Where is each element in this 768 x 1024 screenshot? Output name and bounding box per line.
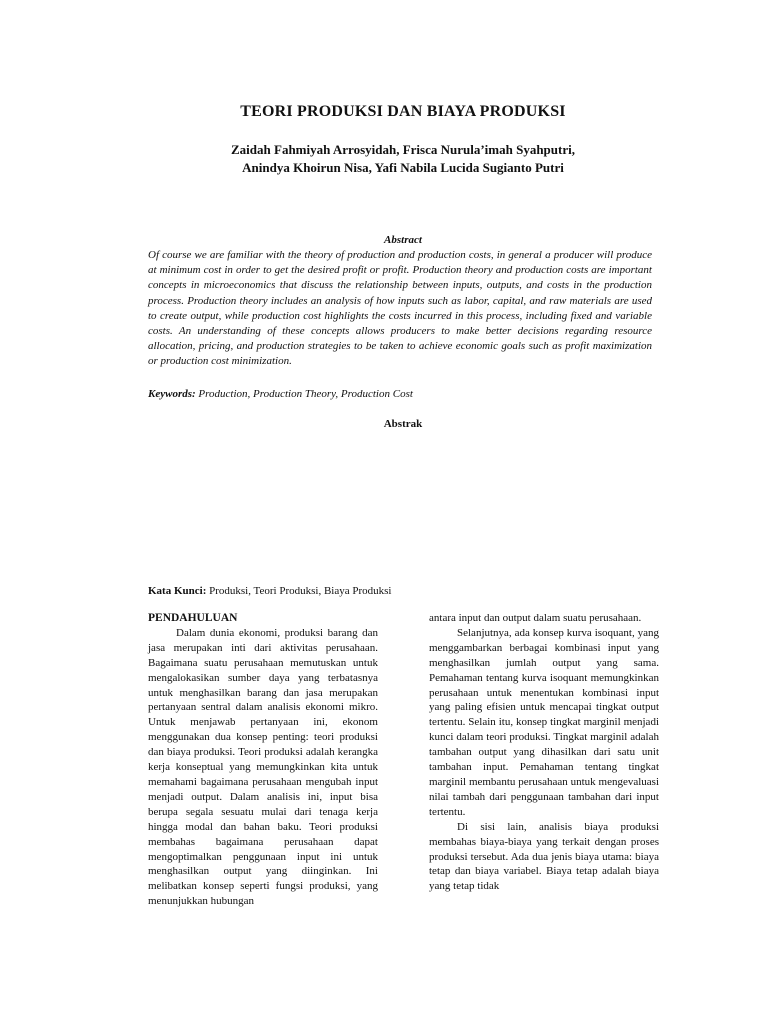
paragraph: Selanjutnya, ada konsep kurva isoquant, yang menggambarkan berbagai kombinasi input yang menghasilkan jumlah output yang sama. Pemahaman tentang kurva isoquant memungkinkan perusahaan untuk menentukan kombinasi input yang paling efisien untuk mencapai tingkat output tertentu. Selain itu, konsep tingkat marginil menjadi kunci dalam teori produksi. Tingkat marginil adalah tambahan output yang dihasilkan dari satu unit tambahan input. Pemahaman tentang tingkat marginil membantu perusahaan untuk mengevaluasi nilai tambah dari penggunaan tambahan dari input tertentu. (429, 626, 659, 818)
paper-title: TEORI PRODUKSI DAN BIAYA PRODUKSI (240, 103, 566, 120)
authors-line-1: Zaidah Fahmiyah Arrosyidah, Frisca Nurula’imah Syahputri, (231, 142, 575, 157)
abstract-heading: Abstract (384, 234, 422, 246)
kata-kunci-text: Produksi, Teori Produksi, Biaya Produksi (209, 585, 392, 597)
abstract-text: Of course we are familiar with the theory of production and production costs, in general a producer will produce at minimum cost in order to get the desired profit or profit. Production theory and production costs are important concepts in microeconomics that discuss the relationship between inputs, outputs, and costs in the production process. Production theory includes an analysis of how inputs such as labor, capital, and raw materials are used to create output, while production cost highlights the costs incurred in this process, including fixed and variable costs. An understanding of these concepts allows producers to make better decisions regarding resource allocation, pricing, and production strategies to be taken to achieve economic goals such as profit maximization or production cost minimization. (148, 249, 652, 368)
keywords-text: Production, Production Theory, Production Cost (198, 388, 413, 400)
paragraph: Dalam dunia ekonomi, produksi barang dan jasa merupakan inti dari aktivitas perusahaan. Bagaimana suatu perusahaan memutuskan untuk mengalokasikan sumber daya yang terbatasnya untuk menghasilkan barang dan jasa merupakan pertanyaan sentral dalam analisis ekonomi mikro. Untuk menjawab pertanyaan ini, ekonom menggunakan dua konsep penting: teori produksi dan biaya produksi. Teori produksi adalah kerangka kerja konseptual yang memungkinkan kita untuk memahami bagaimana perusahaan mengubah input menjadi output. Dalam analisis ini, input bisa berupa segala sesuatu mulai dari tenaga kerja hingga modal dan bahan baku. Teori produksi membahas bagaimana perusahaan dapat mengoptimalkan penggunaan input ini untuk menghasilkan output yang diinginkan. Ini melibatkan konsep seperti fungsi produksi, yang menunjukkan hubungan (148, 626, 378, 908)
author-list (148, 141, 658, 177)
kata-kunci-label: Kata Kunci: (148, 585, 207, 597)
keywords-line (148, 388, 658, 400)
authors-line-2: Anindya Khoirun Nisa, Yafi Nabila Lucida Sugianto Putri (242, 160, 564, 175)
paragraph: Di sisi lain, analisis biaya produksi membahas biaya-biaya yang terkait dengan proses produksi tersebut. Ada dua jenis biaya utama: biaya tetap dan biaya variabel. Biaya tetap adalah biaya yang tetap tidak (429, 820, 659, 893)
abstrak-heading: Abstrak (383, 418, 423, 430)
keywords-label: Keywords: (148, 388, 196, 400)
section-heading: PENDAHULUAN (148, 612, 238, 624)
body-column-right (429, 611, 659, 894)
paragraph: antara input dan output dalam suatu perusahaan. (429, 612, 642, 624)
body-column-left (148, 611, 378, 909)
kata-kunci-line (148, 585, 658, 597)
